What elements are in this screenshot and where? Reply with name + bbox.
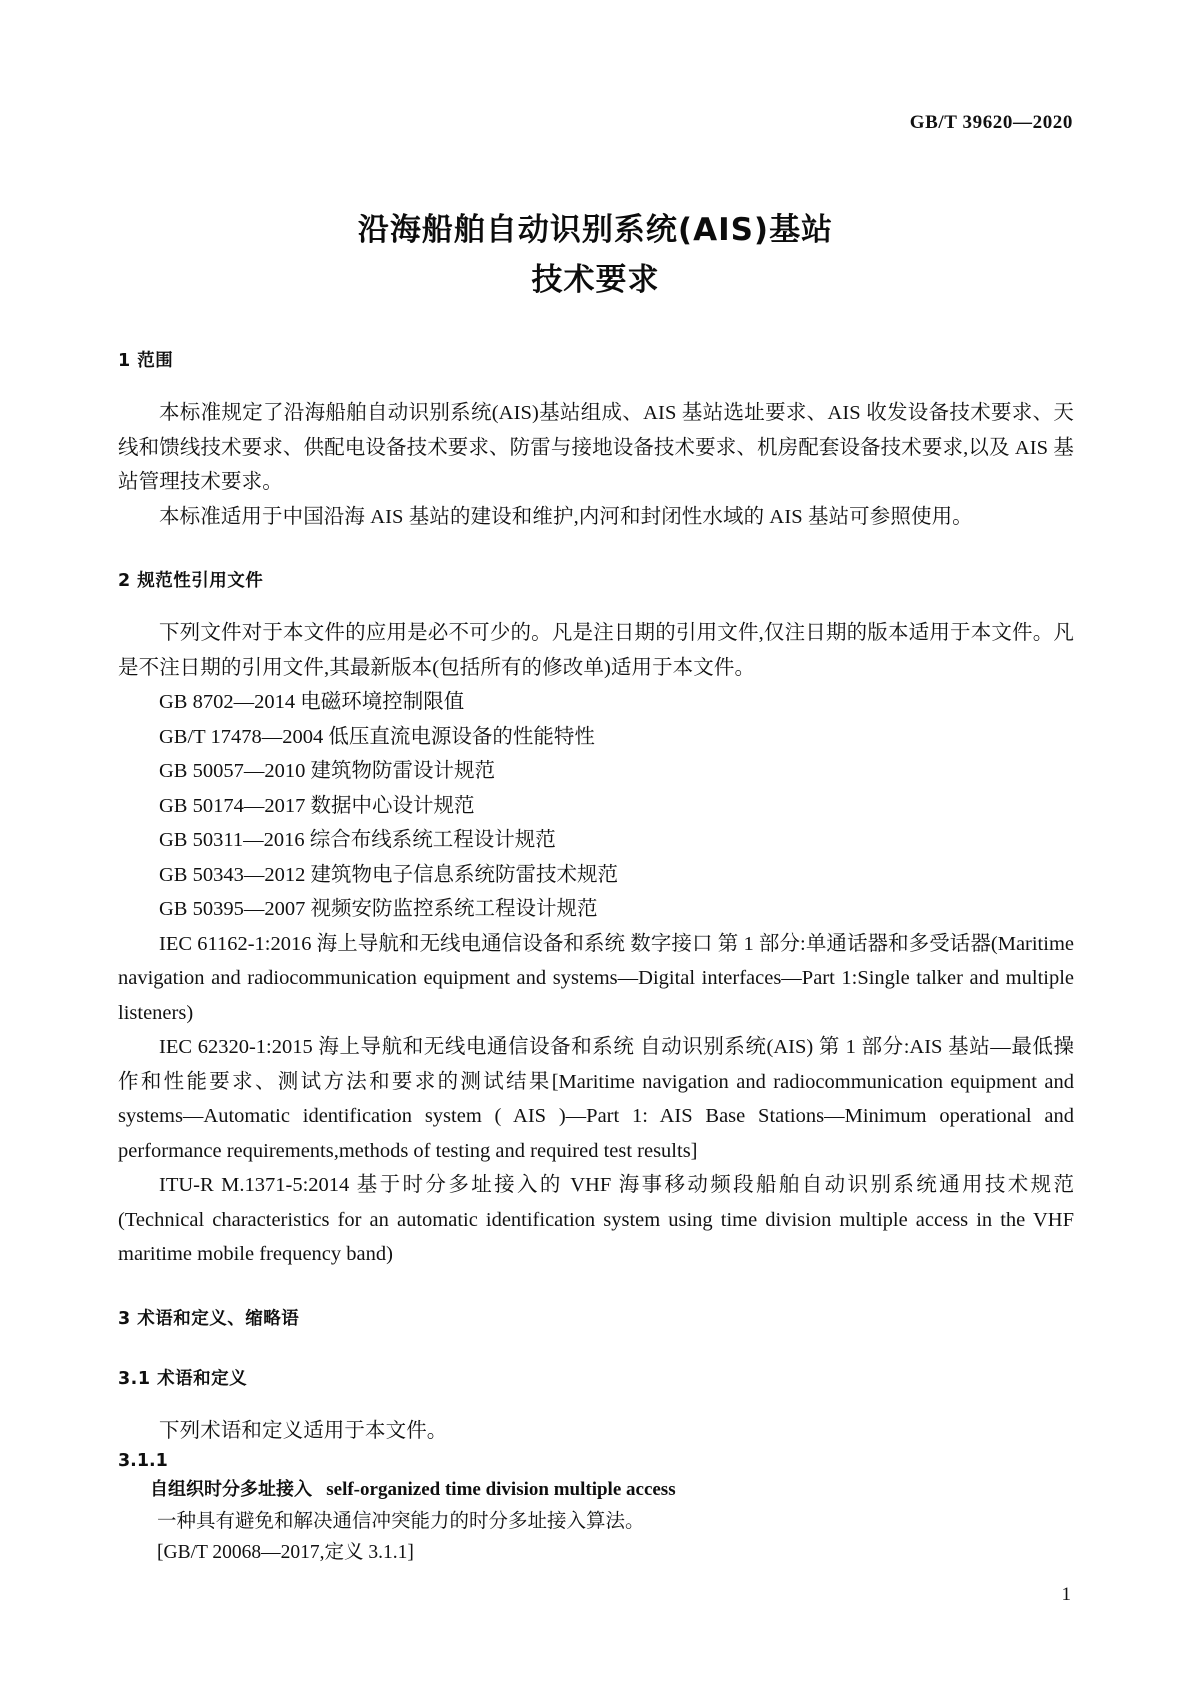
term-entry-number: 3.1.1: [118, 1451, 168, 1471]
term-source-reference: [GB/T 20068—2017,定义 3.1.1]: [157, 1542, 414, 1563]
document-body: [118, 348, 1074, 1568]
term-entry-headword: [118, 1474, 1074, 1506]
running-header: [118, 112, 1073, 138]
spacer: [118, 1332, 1074, 1366]
reference-item: GB/T 17478—2004 低压直流电源设备的性能特性: [159, 725, 595, 748]
section-heading-1: 1 范围: [118, 351, 174, 371]
section-heading-3: 3 术语和定义、缩略语: [118, 1308, 300, 1329]
spacer: [118, 534, 1074, 568]
reference-item: IEC 62320-1:2015 海上导航和无线电通信设备和系统 自动识别系统(AIS) 第 1 部分:AIS 基站—最低操作和性能要求、测试方法和要求的测试结果[Maritime navigation and radiocommunication equipment and systems—Automatic identification system ( AIS )—Part 1: AIS Base Stations—Minimum operational and performance requirements,methods of testing and required test results]: [118, 1036, 1074, 1162]
title-line-1: 沿海船舶自动识别系统(AIS)基站: [357, 212, 834, 248]
reference-item: IEC 61162-1:2016 海上导航和无线电通信设备和系统 数字接口 第 1 部分:单通话器和多受话器(Maritime navigation and radiocommunication equipment and systems—Digital interfaces—Part 1:Single talker and multiple listeners): [118, 932, 1074, 1024]
section-heading-2: 2 规范性引用文件: [118, 571, 264, 591]
spacer: [118, 374, 1074, 396]
term-definition: 一种具有避免和解决通信冲突能力的时分多址接入算法。: [157, 1511, 645, 1532]
reference-item: GB 50311—2016 综合布线系统工程设计规范: [159, 829, 556, 851]
reference-item: GB 50174—2017 数据中心设计规范: [159, 794, 475, 817]
reference-item: GB 50343—2012 建筑物电子信息系统防雷技术规范: [159, 863, 618, 886]
section-3-1-paragraph-1: 下列术语和定义适用于本文件。: [159, 1419, 448, 1442]
section-1-paragraph-2: 本标准适用于中国沿海 AIS 基站的建设和维护,内河和封闭性水域的 AIS 基站可参照使用。: [159, 505, 973, 528]
reference-item: GB 50057—2010 建筑物防雷设计规范: [159, 760, 495, 782]
standard-number: GB/T 39620—2020: [909, 112, 1073, 133]
section-1-paragraph-1: 本标准规定了沿海船舶自动识别系统(AIS)基站组成、AIS 基站选址要求、AIS 收发设备技术要求、天线和馈线技术要求、供配电设备技术要求、防雷与接地设备技术要求、机房配套设备技术要求,以及 AIS 基站管理技术要求。: [118, 402, 1074, 493]
section-heading-3-1: 3.1 术语和定义: [118, 1368, 248, 1389]
reference-item: GB 50395—2007 视频安防监控系统工程设计规范: [159, 898, 598, 920]
reference-item: GB 8702—2014 电磁环境控制限值: [159, 691, 465, 713]
title-line-2: 技术要求: [531, 262, 660, 298]
reference-item: ITU-R M.1371-5:2014 基于时分多址接入的 VHF 海事移动频段船舶自动识别系统通用技术规范(Technical characteristics for an automatic identification system using time division multiple access in the VHF maritime mobile frequency band): [118, 1174, 1074, 1265]
page-number: 1: [1061, 1584, 1071, 1605]
page-title: [118, 205, 1073, 305]
term-english: self-organized time division multiple access: [326, 1479, 676, 1500]
term-english-spacer: [312, 1479, 326, 1500]
spacer: [118, 594, 1074, 616]
spacer: [118, 1392, 1074, 1414]
spacer: [118, 1272, 1074, 1306]
section-2-paragraph-1: 下列文件对于本文件的应用是必不可少的。凡是注日期的引用文件,仅注日期的版本适用于本文件。凡是不注日期的引用文件,其最新版本(包括所有的修改单)适用于本文件。: [118, 622, 1074, 679]
term-chinese: 自组织时分多址接入: [150, 1479, 312, 1500]
